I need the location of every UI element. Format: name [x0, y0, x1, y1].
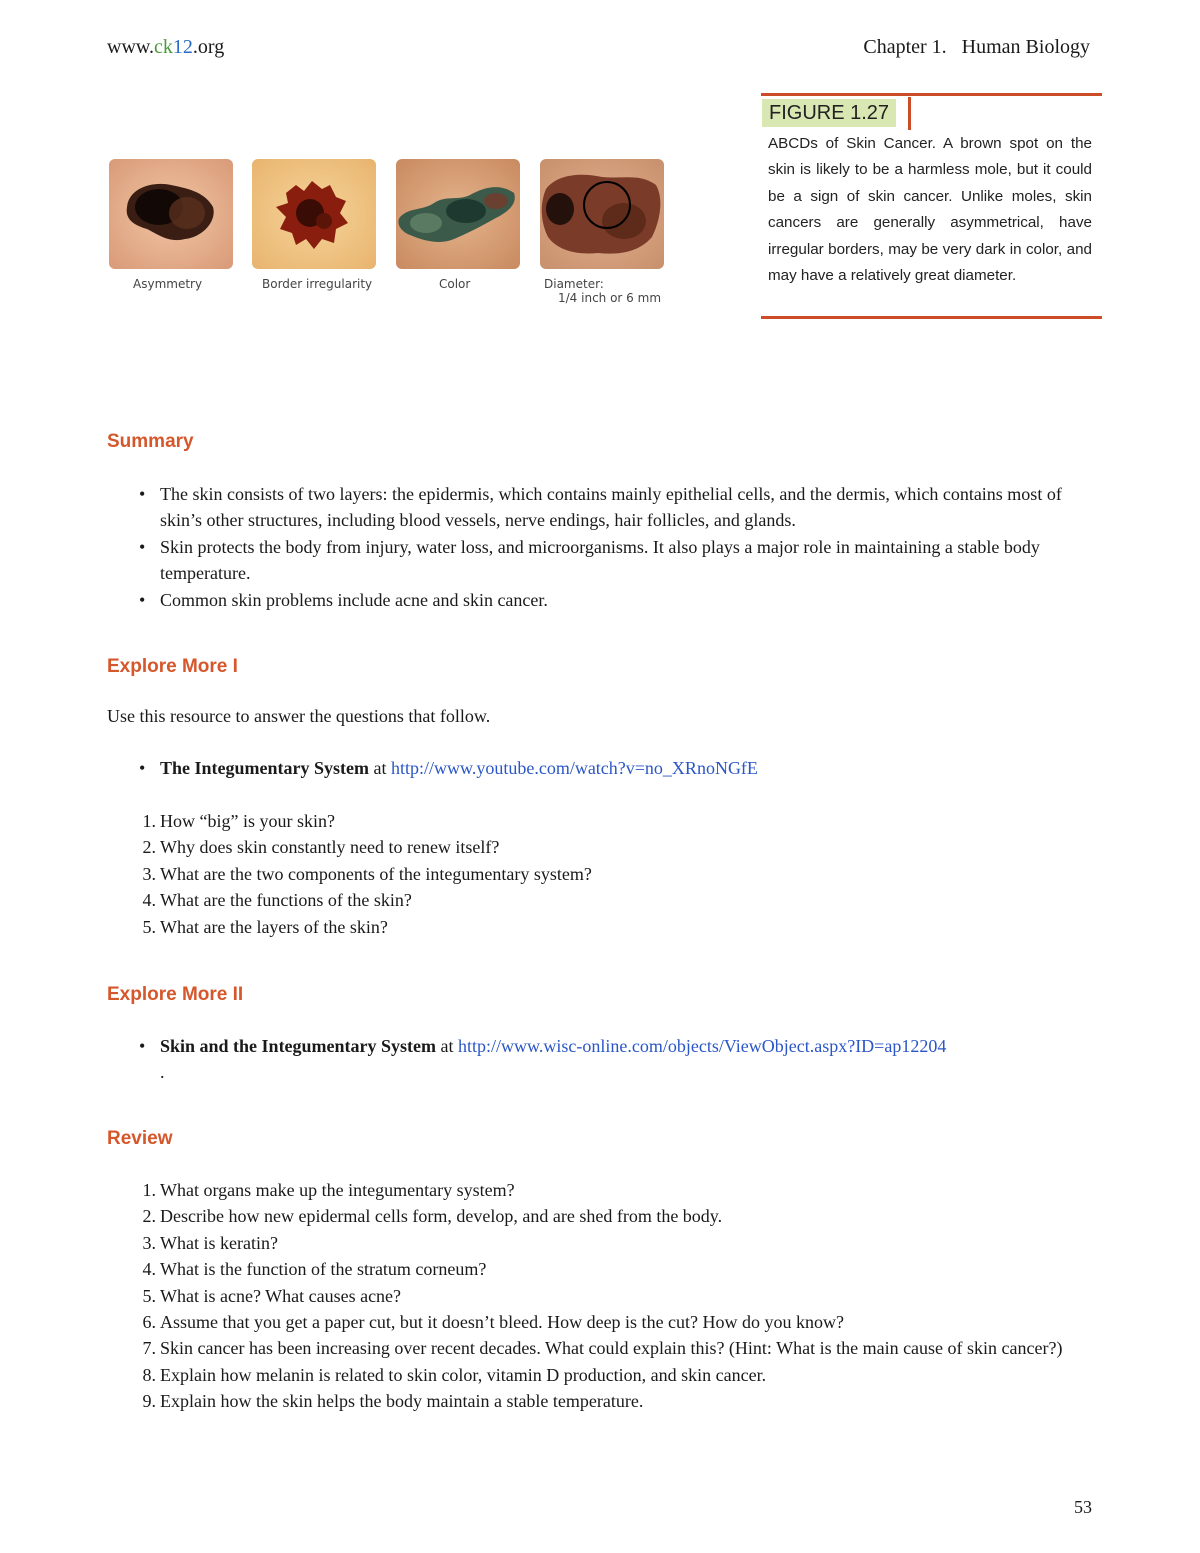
summary-item-text: Common skin problems include acne and skin cancer. — [160, 589, 548, 610]
resource-item — [107, 1033, 1097, 1086]
resource-at: at — [369, 758, 391, 778]
asymmetry-image — [109, 159, 233, 269]
explore-more-1-heading: Explore More I — [107, 656, 238, 677]
panel-caption-diameter-sub: 1/4 inch or 6 mm — [558, 291, 662, 305]
review-item: 7. Skin cancer has been increasing over recent decades. What could explain this? (Hint: What is the main cause of skin cancer?) — [142, 1338, 1063, 1359]
site-url-ck: ck — [154, 36, 173, 58]
review-item: 2. Describe how new epidermal cells form, develop, and are shed from the body. — [142, 1206, 723, 1227]
resource-title: Skin and the Integumentary System — [160, 1036, 437, 1056]
bullet-icon: • — [139, 589, 146, 610]
explore-more-2-resources — [107, 1033, 1097, 1086]
review-item: 4. What is the function of the stratum corneum? — [142, 1259, 487, 1280]
explore-more-1-resources — [107, 755, 1097, 781]
review-item: 6. Assume that you get a paper cut, but it doesn’t bleed. How deep is the cut? How do you know? — [142, 1312, 845, 1333]
summary-item-text: The skin consists of two layers: the epidermis, which contains mainly epithelial cells, and the dermis, which contains most of skin’s other structures, including blood vessels, nerve endings, hair follicles, and glands. — [160, 484, 1062, 531]
review-item: 3. What is keratin? — [142, 1232, 278, 1253]
review-text: Explain how melanin is related to skin color, vitamin D production, and skin cancer. — [160, 1364, 767, 1385]
summary-list — [107, 481, 1097, 613]
site-url-suffix: .org — [192, 36, 225, 58]
bullet-icon: • — [139, 536, 146, 557]
summary-item-text: Skin protects the body from injury, water loss, and microorganisms. It also plays a major role in maintaining a stable body temperature. — [160, 536, 1040, 584]
explore-more-1-intro: Use this resource to answer the questions that follow. — [107, 706, 491, 726]
summary-item — [107, 481, 1097, 534]
review-text: Explain how the skin helps the body maintain a stable temperature. — [160, 1391, 644, 1412]
summary-heading: Summary — [107, 431, 194, 452]
figure-label: FIGURE 1.27 — [762, 99, 896, 127]
question-item: 3. What are the two components of the integumentary system? — [142, 863, 592, 884]
color-image — [396, 159, 520, 269]
panel-caption-diameter — [544, 277, 661, 305]
review-text: Skin cancer has been increasing over recent decades. What could explain this? (Hint: What is the main cause of skin cancer?) — [160, 1338, 1063, 1359]
question-item: 2. Why does skin constantly need to renew itself? — [142, 837, 500, 858]
resource-link[interactable]: http://www.wisc-online.com/objects/ViewObject.aspx?ID=ap12204 — [458, 1036, 947, 1056]
review-text: What is the function of the stratum corneum? — [160, 1259, 487, 1280]
review-item: 5. What is acne? What causes acne? — [142, 1285, 402, 1306]
site-url-prefix: www. — [107, 36, 155, 58]
resource-trailing-period: . — [160, 1062, 165, 1083]
resource-at: at — [436, 1036, 459, 1056]
review-item: 1. What organs make up the integumentary system? — [142, 1180, 515, 1200]
review-questions — [107, 1177, 1097, 1415]
bullet-icon: • — [139, 1036, 146, 1056]
resource-link[interactable]: http://www.youtube.com/watch?v=no_XRnoNGfE — [391, 758, 758, 778]
review-text: What organs make up the integumentary system? — [160, 1180, 515, 1200]
question-text: Why does skin constantly need to renew itself? — [160, 837, 500, 858]
figure-top-rule — [761, 93, 1102, 96]
explore-more-1-questions — [107, 808, 1097, 940]
question-item: 1. How “big” is your skin? — [142, 811, 335, 831]
figure-label-bar — [908, 97, 911, 130]
border-irregularity-image — [252, 159, 376, 269]
question-text: How “big” is your skin? — [160, 811, 335, 831]
panel-caption-asymmetry: Asymmetry — [133, 277, 203, 291]
site-url-12: 12 — [172, 36, 193, 58]
question-text: What are the functions of the skin? — [160, 890, 412, 911]
site-url — [107, 36, 224, 59]
panel-caption-diameter-title: Diameter: — [544, 277, 604, 291]
review-text: Describe how new epidermal cells form, develop, and are shed from the body. — [160, 1206, 723, 1227]
review-text: Assume that you get a paper cut, but it doesn’t bleed. How deep is the cut? How do you know? — [160, 1312, 845, 1333]
figure-caption: ABCDs of Skin Cancer. A brown spot on the skin is likely to be a harmless mole, but it could be a sign of skin cancer. Unlike moles, skin cancers are generally asymmetrical, have irregular borders, may be very dark in color, and may have a relatively great diameter. — [768, 135, 1092, 285]
review-heading: Review — [107, 1128, 173, 1149]
resource-title: The Integumentary System — [160, 758, 369, 778]
explore-more-2-heading: Explore More II — [107, 984, 244, 1005]
question-text: What are the layers of the skin? — [160, 916, 388, 937]
question-item: 5. What are the layers of the skin? — [142, 916, 388, 937]
summary-item — [107, 534, 1097, 587]
panel-caption-border: Border irregularity — [262, 277, 373, 291]
chapter-title: Chapter 1. Human Biology — [863, 36, 1090, 58]
figure-bottom-rule — [761, 316, 1102, 319]
review-item: 8. Explain how melanin is related to skin color, vitamin D production, and skin cancer. — [142, 1364, 767, 1385]
diameter-image — [540, 159, 664, 269]
review-text: What is keratin? — [160, 1232, 278, 1253]
question-text: What are the two components of the integumentary system? — [160, 863, 592, 884]
review-item: 9. Explain how the skin helps the body maintain a stable temperature. — [142, 1391, 644, 1412]
resource-item — [107, 755, 1097, 781]
panel-caption-color: Color — [439, 277, 471, 291]
summary-item — [107, 587, 1097, 613]
bullet-icon: • — [139, 484, 146, 504]
bullet-icon: • — [139, 758, 146, 778]
review-text: What is acne? What causes acne? — [160, 1285, 402, 1306]
page-number: 53 — [1074, 1497, 1092, 1517]
question-item: 4. What are the functions of the skin? — [142, 890, 412, 911]
